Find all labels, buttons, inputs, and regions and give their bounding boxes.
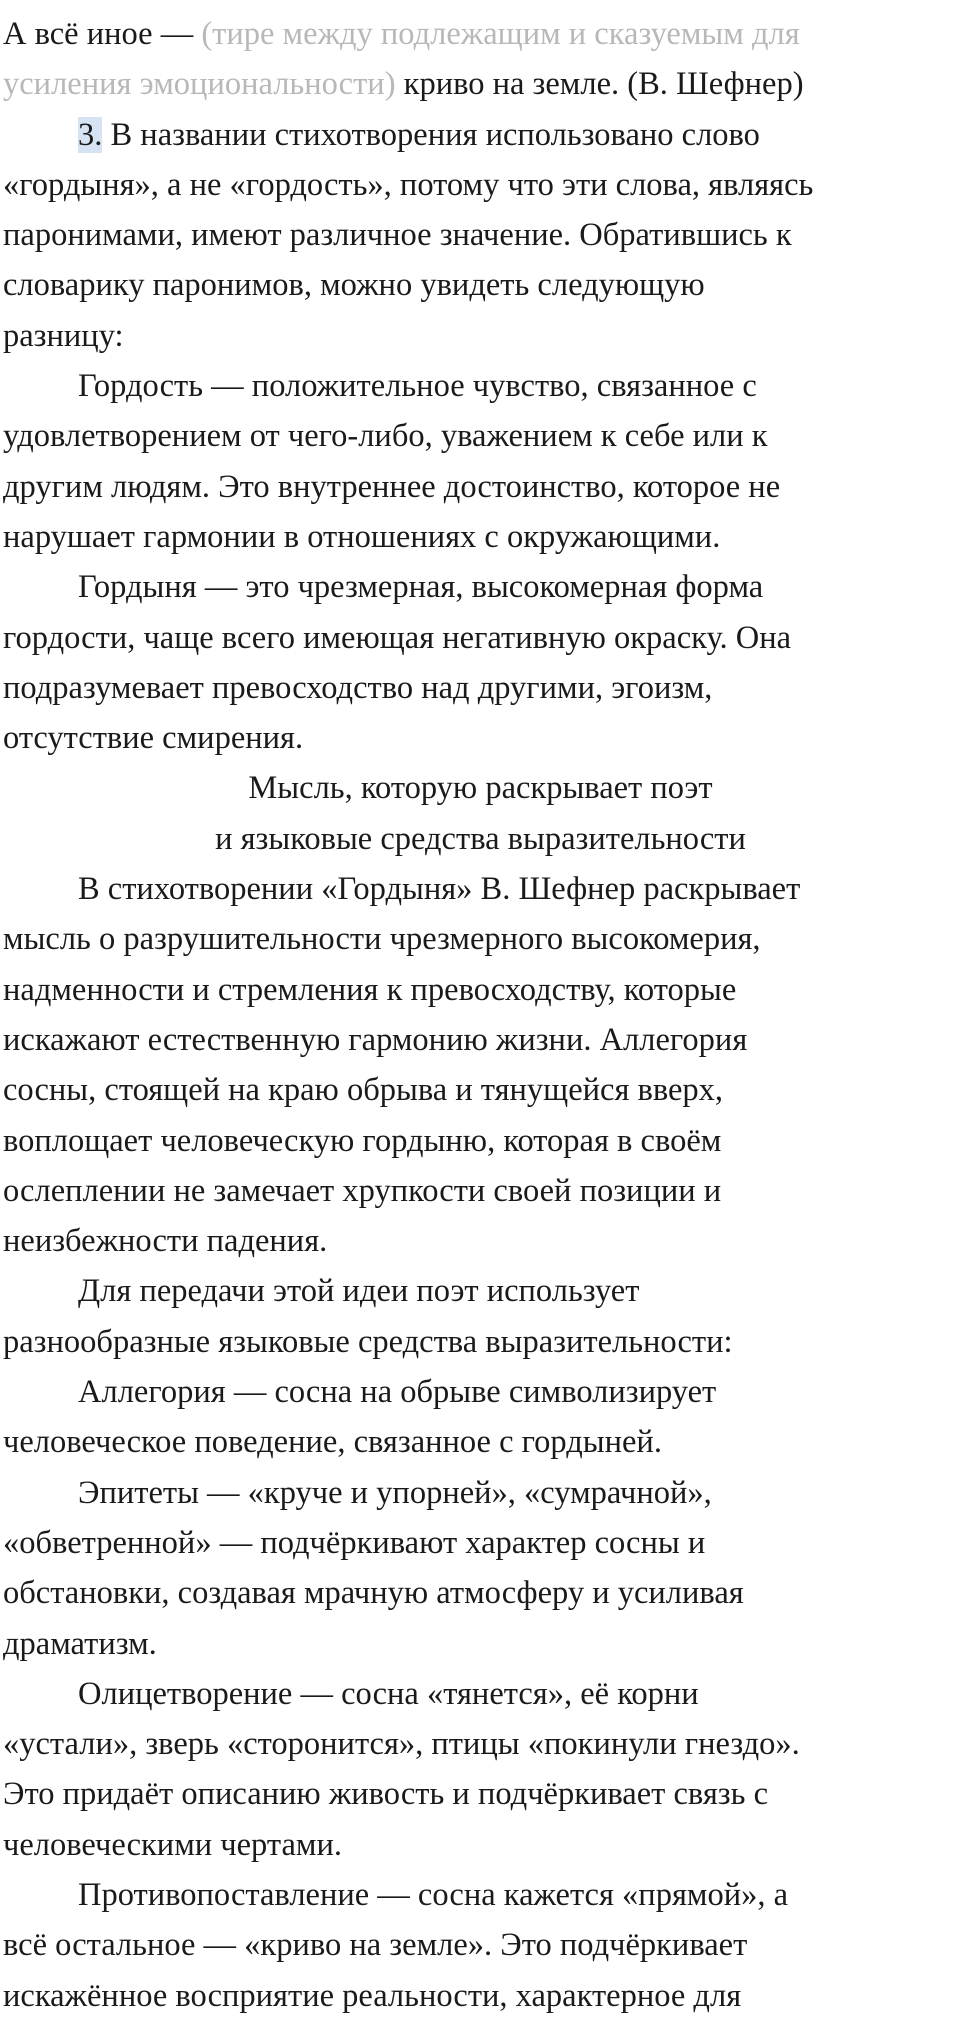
allegory-line: Аллегория — сосна на обрыве символизирует — [78, 1374, 717, 1411]
arrogance-definition-paragraph — [3, 562, 958, 763]
epithets-line: Эпитеты — «круче и упорней», «сумрачной», — [78, 1474, 712, 1511]
main-idea-line: сосны, стоящей на краю обрыва и тянущейся вверх, — [3, 1072, 724, 1109]
item-3-line — [3, 110, 958, 160]
item-3-text: В названии стихотворения использовано слово — [102, 116, 760, 153]
section-heading — [3, 763, 958, 864]
personification-line: «устали», зверь «сторонится», птицы «покинули гнездо». — [3, 1726, 800, 1763]
top-paragraph-lead: А всё иное — — [3, 16, 202, 52]
item-3-line: разницу: — [3, 317, 124, 354]
means-intro-paragraph — [3, 1266, 958, 1367]
top-paragraph-tail: криво на земле. (В. Шефнер) — [395, 66, 804, 103]
main-idea-line: неизбежности падения. — [3, 1223, 328, 1260]
arrogance-definition-line: гордости, чаще всего имеющая негативную окраску. Она — [3, 619, 792, 656]
item-3-line: «гордыня», а не «гордость», потому что эти слова, являясь — [3, 166, 814, 203]
grammar-note-line1: (тире между подлежащим и сказуемым для — [201, 16, 800, 52]
main-idea-line: искажают естественную гармонию жизни. Аллегория — [3, 1021, 748, 1058]
item-number: 3. — [78, 116, 103, 153]
antithesis-line: Противопоставление — сосна кажется «прямой», а — [78, 1876, 789, 1913]
personification-line: Олицетворение — сосна «тянется», её корни — [78, 1675, 699, 1712]
means-intro-line: Для передачи этой идеи поэт использует — [78, 1273, 640, 1310]
epithets-line: обстановки, создавая мрачную атмосферу и усиливая — [3, 1575, 744, 1612]
pride-definition-line: другим людям. Это внутреннее достоинство, которое не — [3, 468, 781, 505]
personification-line: человеческими чертами. — [3, 1826, 342, 1863]
main-idea-line: воплощает человеческую гордыню, которая в своём — [3, 1122, 722, 1159]
personification-paragraph — [3, 1669, 958, 1870]
section-heading-line: Мысль, которую раскрывает поэт — [248, 770, 713, 807]
document-page — [3, 9, 958, 2021]
item-3-paragraph — [3, 110, 958, 361]
pride-definition-paragraph — [3, 361, 958, 562]
arrogance-definition-line: Гордыня — это чрезмерная, высокомерная форма — [78, 569, 764, 606]
top-paragraph-line — [3, 9, 958, 59]
main-idea-paragraph — [3, 864, 958, 1266]
pride-definition-line: Гордость — положительное чувство, связанное с — [78, 368, 757, 405]
antithesis-line: искажённое восприятие реальности, характерное для — [3, 1977, 742, 2014]
section-heading-line: и языковые средства выразительности — [215, 820, 746, 857]
allegory-paragraph — [3, 1367, 958, 1468]
top-paragraph — [3, 9, 958, 110]
pride-definition-line: удовлетворением от чего-либо, уважением к себе или к — [3, 418, 768, 455]
item-3-line: словарику паронимов, можно увидеть следующую — [3, 267, 705, 304]
arrogance-definition-line: отсутствие смирения. — [3, 720, 304, 757]
item-3-line: паронимами, имеют различное значение. Обратившись к — [3, 217, 792, 254]
personification-line: Это придаёт описанию живость и подчёркивает связь с — [3, 1776, 768, 1813]
grammar-note-line2: усиления эмоциональности) — [3, 66, 396, 103]
allegory-line: человеческое поведение, связанное с гордыней. — [3, 1424, 662, 1461]
main-idea-line: ослеплении не замечает хрупкости своей позиции и — [3, 1172, 722, 1209]
antithesis-paragraph — [3, 1870, 958, 2021]
pride-definition-line: нарушает гармонии в отношениях с окружающими. — [3, 518, 721, 555]
antithesis-line: всё остальное — «криво на земле». Это подчёркивает — [3, 1927, 748, 1964]
means-intro-line: разнообразные языковые средства выразительности: — [3, 1323, 733, 1360]
top-paragraph-line — [3, 59, 958, 109]
main-idea-line: мысль о разрушительности чрезмерного высокомерия, — [3, 921, 761, 958]
main-idea-line: В стихотворении «Гордыня» В. Шефнер раскрывает — [78, 871, 801, 908]
epithets-paragraph — [3, 1468, 958, 1669]
arrogance-definition-line: подразумевает превосходство над другими, эгоизм, — [3, 669, 713, 706]
main-idea-line: надменности и стремления к превосходству, которые — [3, 971, 737, 1008]
epithets-line: драматизм. — [3, 1625, 157, 1662]
epithets-line: «обветренной» — подчёркивают характер сосны и — [3, 1524, 706, 1561]
